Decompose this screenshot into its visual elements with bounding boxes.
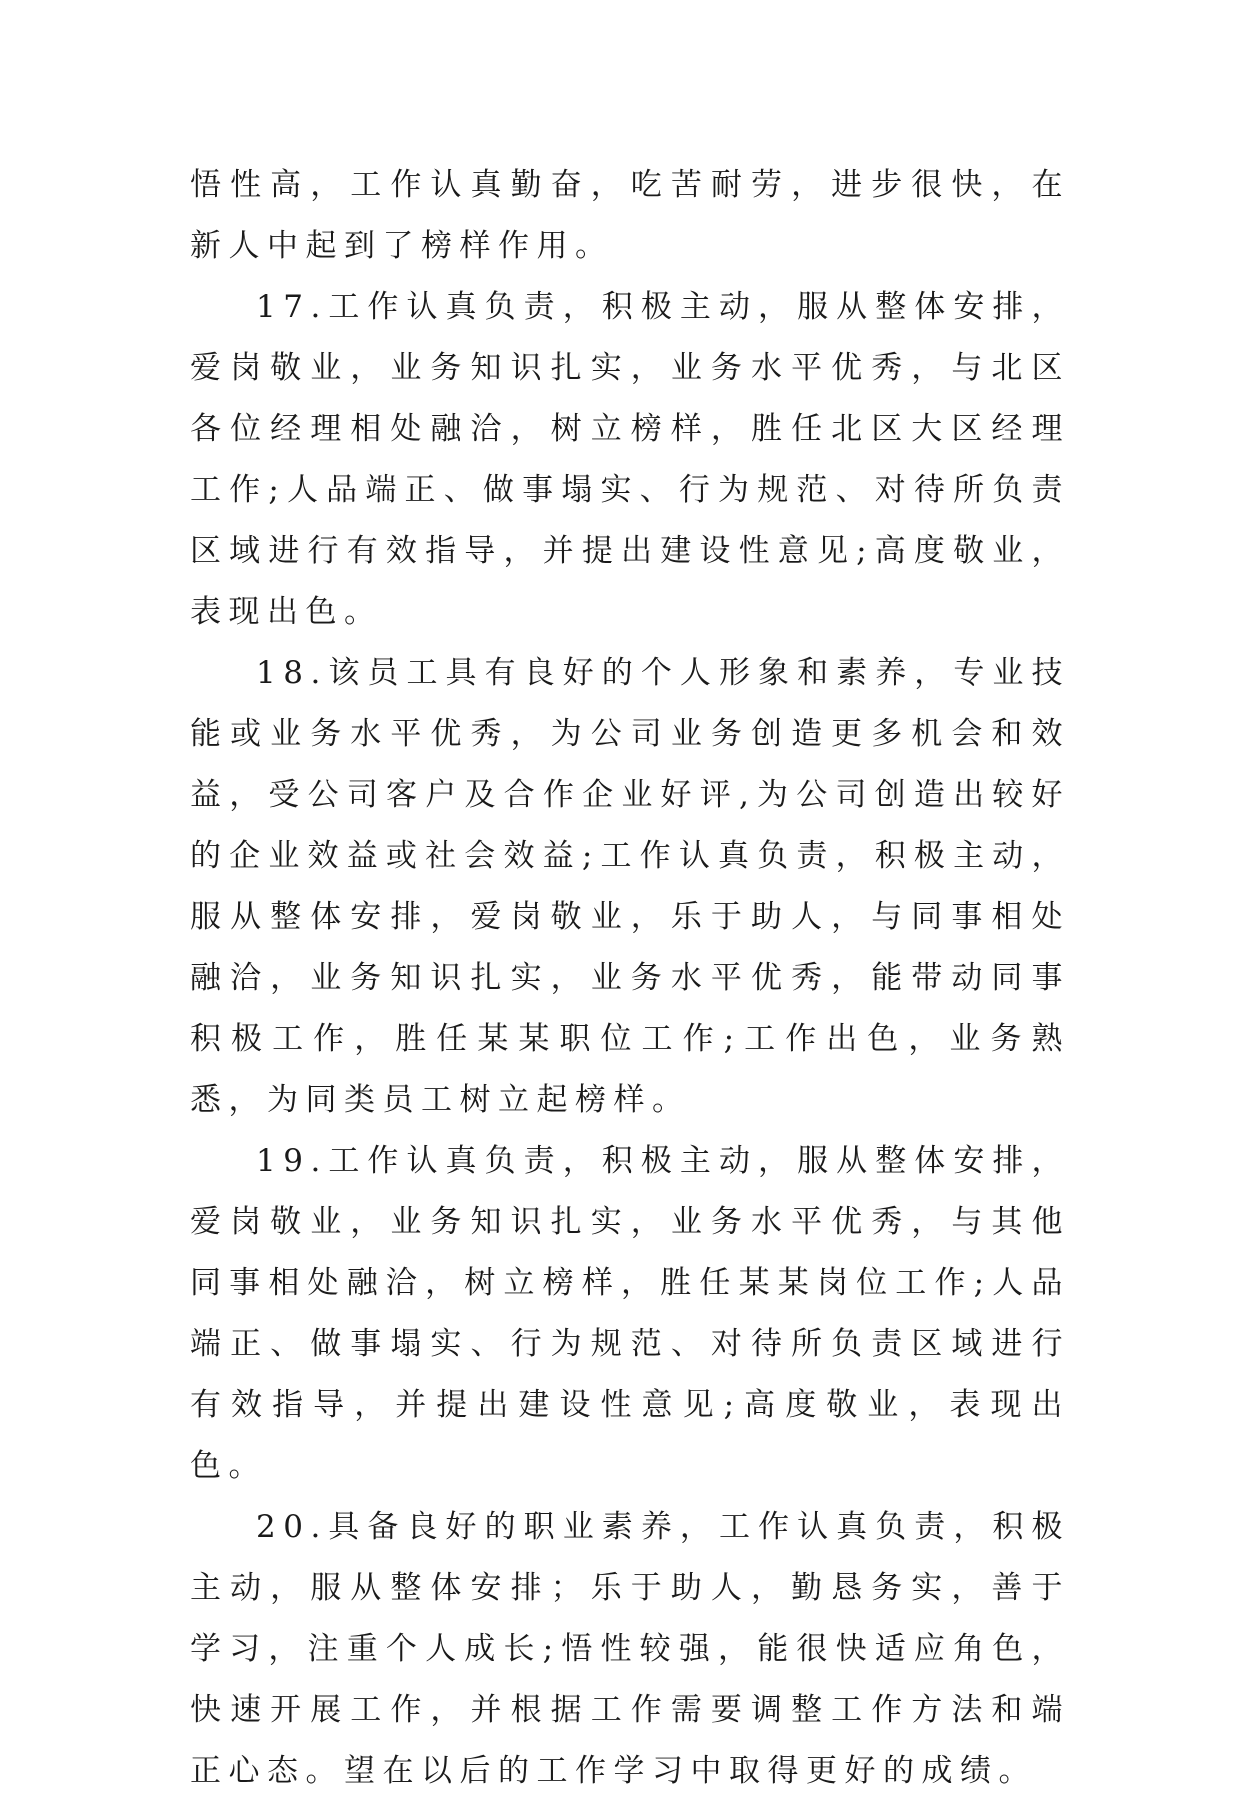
document-body xyxy=(190,155,1070,1802)
paragraph-continuation: 悟性高，工作认真勤奋，吃苦耐劳，进步很快，在新人中起到了榜样作用。 xyxy=(190,167,1070,264)
paragraph-item-17: 17.工作认真负责，积极主动，服从整体安排，爱岗敬业，业务知识扎实，业务水平优秀，与北区各位经理相处融洽，树立榜样，胜任北区大区经理工作;人品端正、做事塌实、行为规范、对待所负责区域进行有效指导，并提出建设性意见;高度敬业，表现出色。 xyxy=(190,289,1070,630)
paragraph-item-18: 18.该员工具有良好的个人形象和素养，专业技能或业务水平优秀，为公司业务创造更多机会和效益，受公司客户及合作企业好评,为公司创造出较好的企业效益或社会效益;工作认真负责，积极主动，服从整体安排，爱岗敬业，乐于助人，与同事相处融洽，业务知识扎实，业务水平优秀，能带动同事积极工作，胜任某某职位工作;工作出色，业务熟悉，为同类员工树立起榜样。 xyxy=(190,655,1070,1118)
paragraph-item-19: 19.工作认真负责，积极主动，服从整体安排，爱岗敬业，业务知识扎实，业务水平优秀，与其他同事相处融洽，树立榜样，胜任某某岗位工作;人品端正、做事塌实、行为规范、对待所负责区域进行有效指导，并提出建设性意见;高度敬业，表现出色。 xyxy=(190,1143,1070,1484)
paragraph-item-20: 20.具备良好的职业素养，工作认真负责，积极主动，服从整体安排；乐于助人，勤恳务实，善于学习，注重个人成长;悟性较强，能很快适应角色，快速开展工作，并根据工作需要调整工作方法和端正心态。望在以后的工作学习中取得更好的成绩。 xyxy=(190,1509,1070,1789)
